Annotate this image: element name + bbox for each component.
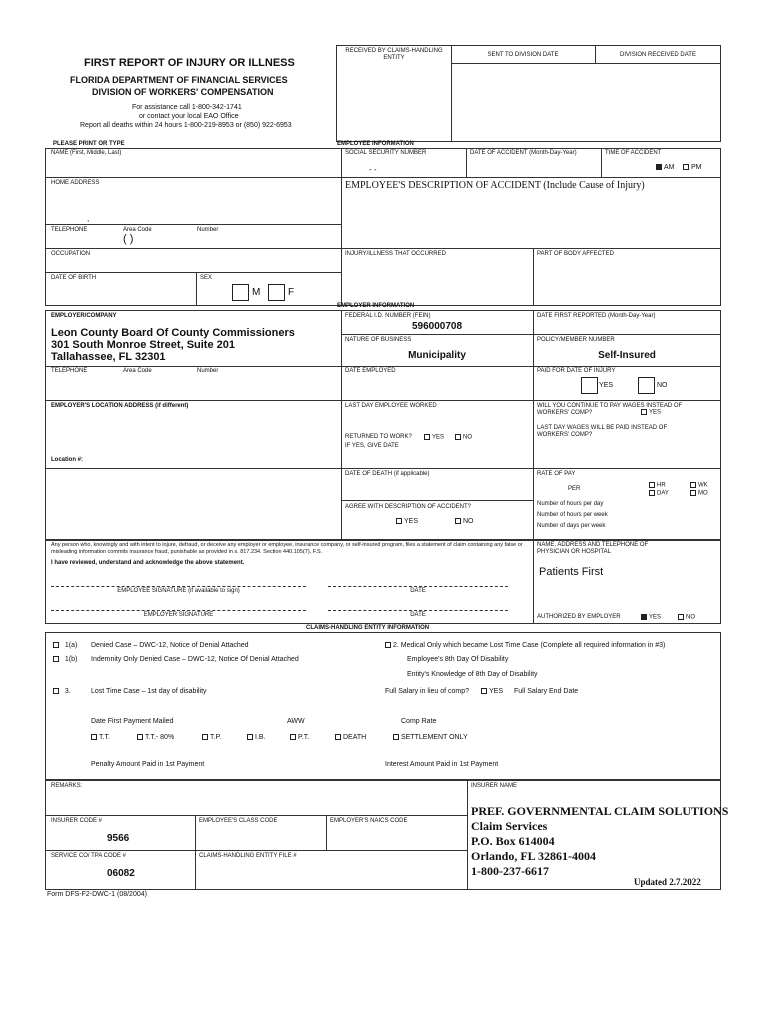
tt80-label: T.T.- 80% bbox=[145, 734, 175, 741]
pt-checkbox[interactable] bbox=[290, 734, 296, 740]
acknowledge-statement: I have reviewed, understand and acknowledge the above statement. bbox=[51, 560, 245, 566]
received-by-label: RECEIVED BY CLAIMS-HANDLING ENTITY bbox=[345, 48, 443, 61]
sent-division-label: SENT TO DIVISION DATE bbox=[487, 52, 559, 58]
pt-option[interactable] bbox=[290, 734, 309, 742]
pm-checkbox[interactable] bbox=[683, 164, 689, 170]
c1a-label: Denied Case – DWC-12, Notice of Denial Attached bbox=[91, 642, 249, 649]
full-salary-yes-checkbox[interactable] bbox=[481, 688, 487, 694]
continue-wages-yes-label: YES bbox=[649, 409, 662, 416]
employer-number-label: Number bbox=[197, 368, 219, 374]
agree-yes-checkbox[interactable] bbox=[396, 518, 402, 524]
continue-wages-yes[interactable] bbox=[641, 409, 661, 417]
please-print-label: PLEASE PRINT OR TYPE bbox=[53, 141, 125, 147]
tt-option[interactable] bbox=[91, 734, 110, 742]
tt-label: T.T. bbox=[99, 734, 110, 741]
employee-number-label: Number bbox=[197, 227, 219, 233]
employee-sig-date-label: DATE bbox=[410, 588, 426, 594]
authorized-no[interactable] bbox=[678, 614, 695, 622]
settlement-option[interactable] bbox=[393, 734, 468, 742]
c1a-num: 1(a) bbox=[64, 642, 78, 649]
employee-8th-day-label: Employee's 8th Day Of Disability bbox=[407, 656, 509, 663]
fein-label: FEDERAL I.D. NUMBER (FEIN) bbox=[345, 313, 431, 319]
paid-no-label: NO bbox=[657, 382, 668, 389]
physician-value[interactable]: Patients First bbox=[539, 566, 604, 578]
insurer-name-line3: P.O. Box 614004 bbox=[471, 834, 555, 848]
agree-no[interactable] bbox=[455, 518, 474, 526]
mo-label: MO bbox=[698, 490, 708, 497]
ssn-label: SOCIAL SECURITY NUMBER bbox=[345, 150, 427, 156]
employer-company-label: EMPLOYER/COMPANY bbox=[51, 313, 117, 319]
last-day-wages-label: LAST DAY WAGES WILL BE PAID INSTEAD OF WORKERS' COMP? bbox=[537, 425, 668, 438]
location-number-label: Location #: bbox=[51, 457, 84, 463]
day-label: DAY bbox=[657, 490, 669, 497]
employee-phone-field[interactable]: ( ) bbox=[123, 233, 134, 245]
insurer-name-line5: 1-800-237-6617 bbox=[471, 864, 549, 878]
sex-male-label: M bbox=[252, 287, 261, 298]
death-option[interactable] bbox=[335, 734, 366, 742]
employer-telephone-label: TELEPHONE bbox=[51, 368, 88, 374]
agree-no-label: NO bbox=[463, 518, 474, 525]
remarks-label: REMARKS: bbox=[51, 783, 83, 789]
name-field[interactable] bbox=[51, 160, 336, 174]
ib-label: I.B. bbox=[255, 734, 266, 741]
tp-option[interactable] bbox=[202, 734, 221, 742]
division-received-label: DIVISION RECEIVED DATE bbox=[620, 52, 696, 58]
tt80-checkbox[interactable] bbox=[137, 734, 143, 740]
hours-per-week-label: Number of hours per week bbox=[537, 512, 608, 518]
insurer-name-label: INSURER NAME bbox=[471, 783, 518, 789]
date-employed-label: DATE EMPLOYED bbox=[345, 368, 396, 374]
paid-yes-label: YES bbox=[599, 382, 614, 389]
returned-date-label: IF YES, GIVE DATE bbox=[345, 443, 399, 449]
assist-line2: or contact your local EAO Office bbox=[139, 113, 239, 120]
hours-per-day-label: Number of hours per day bbox=[537, 501, 604, 507]
hr-checkbox[interactable] bbox=[649, 482, 655, 488]
last-day-worked-label: LAST DAY EMPLOYEE WORKED bbox=[345, 403, 437, 409]
ib-checkbox[interactable] bbox=[247, 734, 253, 740]
settlement-label: SETTLEMENT ONLY bbox=[401, 734, 468, 741]
tt-checkbox[interactable] bbox=[91, 734, 97, 740]
aww-label: AWW bbox=[287, 718, 305, 725]
continue-wages-yes-checkbox[interactable] bbox=[641, 409, 647, 415]
am-checkbox[interactable] bbox=[656, 164, 662, 170]
naics-code-label: EMPLOYER'S NAICS CODE bbox=[330, 818, 408, 824]
accident-description-label: EMPLOYEE'S DESCRIPTION OF ACCIDENT (Include Cause of Injury) bbox=[345, 180, 645, 191]
employer-company-name[interactable]: Leon County Board Of County Commissioners bbox=[51, 327, 295, 339]
returned-yes-label: YES bbox=[432, 434, 445, 441]
claims-box bbox=[45, 632, 721, 780]
penalty-label: Penalty Amount Paid in 1st Payment bbox=[91, 761, 205, 768]
insurer-box bbox=[45, 780, 721, 890]
c3-option[interactable] bbox=[53, 688, 71, 696]
updated-date: Updated 2.7.2022 bbox=[634, 877, 701, 887]
employee-telephone-label: TELEPHONE bbox=[51, 227, 88, 233]
comp-rate-label: Comp Rate bbox=[401, 718, 437, 725]
business-value[interactable]: Municipality bbox=[408, 350, 466, 361]
class-code-label: EMPLOYEE'S CLASS CODE bbox=[199, 818, 278, 824]
employer-sig-date-label: DATE bbox=[410, 612, 426, 618]
c1b-checkbox[interactable] bbox=[53, 656, 59, 662]
interest-label: Interest Amount Paid in 1st Payment bbox=[385, 761, 499, 768]
full-salary-yes-label: YES bbox=[489, 688, 504, 695]
insurer-code-label: INSURER CODE # bbox=[51, 818, 103, 824]
full-salary-end-label: Full Salary End Date bbox=[514, 688, 579, 695]
mo-checkbox[interactable] bbox=[690, 490, 696, 496]
returned-yes[interactable] bbox=[424, 434, 444, 442]
sex-label: SEX bbox=[200, 275, 213, 281]
date-of-death-label: DATE OF DEATH (if applicable) bbox=[345, 471, 430, 477]
c1a-option[interactable] bbox=[53, 642, 77, 650]
policy-label: POLICY/MEMBER NUMBER bbox=[537, 337, 615, 343]
paid-yes-checkbox[interactable] bbox=[581, 377, 598, 394]
agree-yes-label: YES bbox=[404, 518, 419, 525]
accident-date-label: DATE OF ACCIDENT (Month-Day-Year) bbox=[470, 150, 577, 156]
employee-signature-label: EMPLOYEE SIGNATURE (if available to sign) bbox=[117, 588, 240, 594]
sex-male-checkbox[interactable] bbox=[232, 284, 249, 301]
first-payment-label: Date First Payment Mailed bbox=[91, 718, 174, 725]
wk-label: WK bbox=[698, 482, 708, 489]
occupation-label: OCCUPATION bbox=[51, 251, 91, 257]
c2-label: 2. Medical Only which became Lost Time Case (Complete all required information in #3) bbox=[393, 642, 666, 649]
returned-to-work-label: RETURNED TO WORK? bbox=[345, 434, 412, 440]
authorized-no-label: NO bbox=[686, 614, 695, 621]
assist-line3: Report all deaths within 24 hours 1-800-219-8953 or (850) 922-6953 bbox=[80, 122, 292, 129]
c1b-num: 1(b) bbox=[64, 656, 78, 663]
agree-description-label: AGREE WITH DESCRIPTION OF ACCIDENT? bbox=[345, 504, 472, 510]
employer-street[interactable]: 301 South Monroe Street, Suite 201 bbox=[51, 339, 235, 351]
per-label: PER bbox=[568, 486, 581, 492]
date-first-reported-label: DATE FIRST REPORTED (Month-Day-Year) bbox=[537, 313, 656, 319]
full-salary-label: Full Salary in lieu of comp? bbox=[385, 688, 470, 695]
authorized-yes-checkbox[interactable] bbox=[641, 614, 647, 620]
policy-value[interactable]: Self-Insured bbox=[598, 350, 656, 361]
c3-checkbox[interactable] bbox=[53, 688, 59, 694]
rate-of-pay-label: RATE OF PAY bbox=[537, 471, 576, 477]
time-am-option[interactable] bbox=[656, 164, 675, 172]
fein-value[interactable]: 596000708 bbox=[411, 321, 463, 332]
agree-yes[interactable] bbox=[396, 518, 418, 526]
ib-option[interactable] bbox=[247, 734, 266, 742]
employee-area-code-label: Area Code bbox=[123, 227, 152, 233]
returned-no-label: NO bbox=[463, 434, 472, 441]
returned-yes-checkbox[interactable] bbox=[424, 434, 430, 440]
body-part-label: PART OF BODY AFFECTED bbox=[537, 251, 614, 257]
wk-checkbox[interactable] bbox=[690, 482, 696, 488]
hr-label: HR bbox=[657, 482, 666, 489]
authorized-by-employer-label: AUTHORIZED BY EMPLOYER bbox=[537, 614, 621, 620]
sex-female-checkbox[interactable] bbox=[268, 284, 285, 301]
employer-area-code-label: Area Code bbox=[123, 368, 152, 374]
authorized-no-checkbox[interactable] bbox=[678, 614, 684, 620]
accident-description-field[interactable] bbox=[345, 194, 715, 244]
assist-line1: For assistance call 1-800-342-1741 bbox=[132, 104, 242, 111]
pt-label: P.T. bbox=[298, 734, 310, 741]
fraud-warning: Any person who, knowingly and with intent to injure, defraud, or deceive any employer or employee, insurance company, or self-insured program, files a statement of claim containing any false or misleading information commits insurance fraud, punishable as provided in s. 817.234. Section 440.105(7), F.S. bbox=[51, 542, 523, 555]
c2-checkbox[interactable] bbox=[385, 642, 391, 648]
physician-label: NAME, ADDRESS AND TELEPHONE OF PHYSICIAN OR HOSPITAL bbox=[537, 542, 649, 555]
authorized-yes[interactable] bbox=[641, 614, 661, 622]
death-label: DEATH bbox=[343, 734, 367, 741]
sex-female-label: F bbox=[288, 287, 295, 298]
form-title: FIRST REPORT OF INJURY OR ILLNESS bbox=[84, 57, 295, 69]
paid-day-label: PAID FOR DATE OF INJURY bbox=[537, 368, 616, 374]
days-per-week-label: Number of days per week bbox=[537, 523, 606, 529]
per-wk[interactable] bbox=[690, 482, 708, 490]
continue-wages-label: WILL YOU CONTINUE TO PAY WAGES INSTEAD OF WORKERS' COMP? bbox=[537, 403, 683, 416]
am-label: AM bbox=[664, 164, 675, 171]
per-day[interactable] bbox=[649, 490, 669, 498]
insurer-name-line1: PREF. GOVERNMENTAL CLAIM SOLUTIONS bbox=[471, 804, 729, 818]
paid-no-checkbox[interactable] bbox=[638, 377, 655, 394]
c2-option[interactable] bbox=[385, 642, 665, 650]
time-pm-option[interactable] bbox=[683, 164, 702, 172]
returned-no[interactable] bbox=[455, 434, 472, 442]
form-id: Form DFS-F2-DWC-1 (08/2004) bbox=[47, 891, 147, 898]
day-checkbox[interactable] bbox=[649, 490, 655, 496]
insurer-name-line4: Orlando, FL 32861-4004 bbox=[471, 849, 597, 863]
c1a-checkbox[interactable] bbox=[53, 642, 59, 648]
dept-line1: FLORIDA DEPARTMENT OF FINANCIAL SERVICES bbox=[70, 75, 288, 85]
entity-8th-day-label: Entity's Knowledge of 8th Day of Disability bbox=[407, 671, 538, 678]
insurer-code-value[interactable]: 9566 bbox=[107, 833, 130, 844]
authorized-yes-label: YES bbox=[649, 614, 662, 621]
pm-label: PM bbox=[691, 164, 702, 171]
c3-num: 3. bbox=[64, 688, 71, 695]
c1b-label: Indemnity Only Denied Case – DWC-12, Notice Of Denial Attached bbox=[91, 656, 299, 663]
per-mo[interactable] bbox=[690, 490, 708, 498]
ssn-field[interactable]: - - bbox=[369, 165, 377, 174]
claims-section-header: CLAIMS-HANDLING ENTITY INFORMATION bbox=[306, 625, 430, 631]
tt80-option[interactable] bbox=[137, 734, 174, 742]
location-address-label: EMPLOYER'S LOCATION ADDRESS (if different) bbox=[51, 403, 189, 409]
injury-label: INJURY/ILLNESS THAT OCCURRED bbox=[345, 251, 446, 257]
home-address-label: HOME ADDRESS bbox=[51, 180, 100, 186]
business-label: NATURE OF BUSINESS bbox=[345, 337, 412, 343]
c3-label: Lost Time Case – 1st day of disability bbox=[91, 688, 207, 695]
per-hr[interactable] bbox=[649, 482, 666, 490]
tp-checkbox[interactable] bbox=[202, 734, 208, 740]
employee-info-header: EMPLOYEE INFORMATION bbox=[337, 141, 414, 147]
tp-label: T.P. bbox=[210, 734, 222, 741]
c1b-option[interactable] bbox=[53, 656, 77, 664]
agree-no-checkbox[interactable] bbox=[455, 518, 461, 524]
returned-no-checkbox[interactable] bbox=[455, 434, 461, 440]
dob-label: DATE OF BIRTH bbox=[51, 275, 97, 281]
settlement-checkbox[interactable] bbox=[393, 734, 399, 740]
name-label: NAME (First, Middle, Last) bbox=[51, 150, 122, 156]
insurer-name-line2: Claim Services bbox=[471, 819, 548, 833]
service-code-label: SERVICE CO/ TPA CODE # bbox=[51, 853, 127, 859]
accident-time-label: TIME OF ACCIDENT bbox=[605, 150, 662, 156]
address-comma: , bbox=[87, 214, 90, 223]
dept-line2: DIVISION OF WORKERS' COMPENSATION bbox=[92, 87, 274, 97]
entity-file-label: CLAIMS-HANDLING ENTITY FILE # bbox=[199, 853, 297, 859]
employer-info-header: EMPLOYER INFORMATION bbox=[337, 303, 415, 309]
service-code-value[interactable]: 06082 bbox=[107, 868, 135, 879]
employer-signature-label: EMPLOYER SIGNATURE bbox=[143, 612, 214, 618]
death-checkbox[interactable] bbox=[335, 734, 341, 740]
full-salary-yes[interactable] bbox=[481, 688, 503, 696]
employer-city[interactable]: Tallahassee, FL 32301 bbox=[51, 351, 166, 363]
